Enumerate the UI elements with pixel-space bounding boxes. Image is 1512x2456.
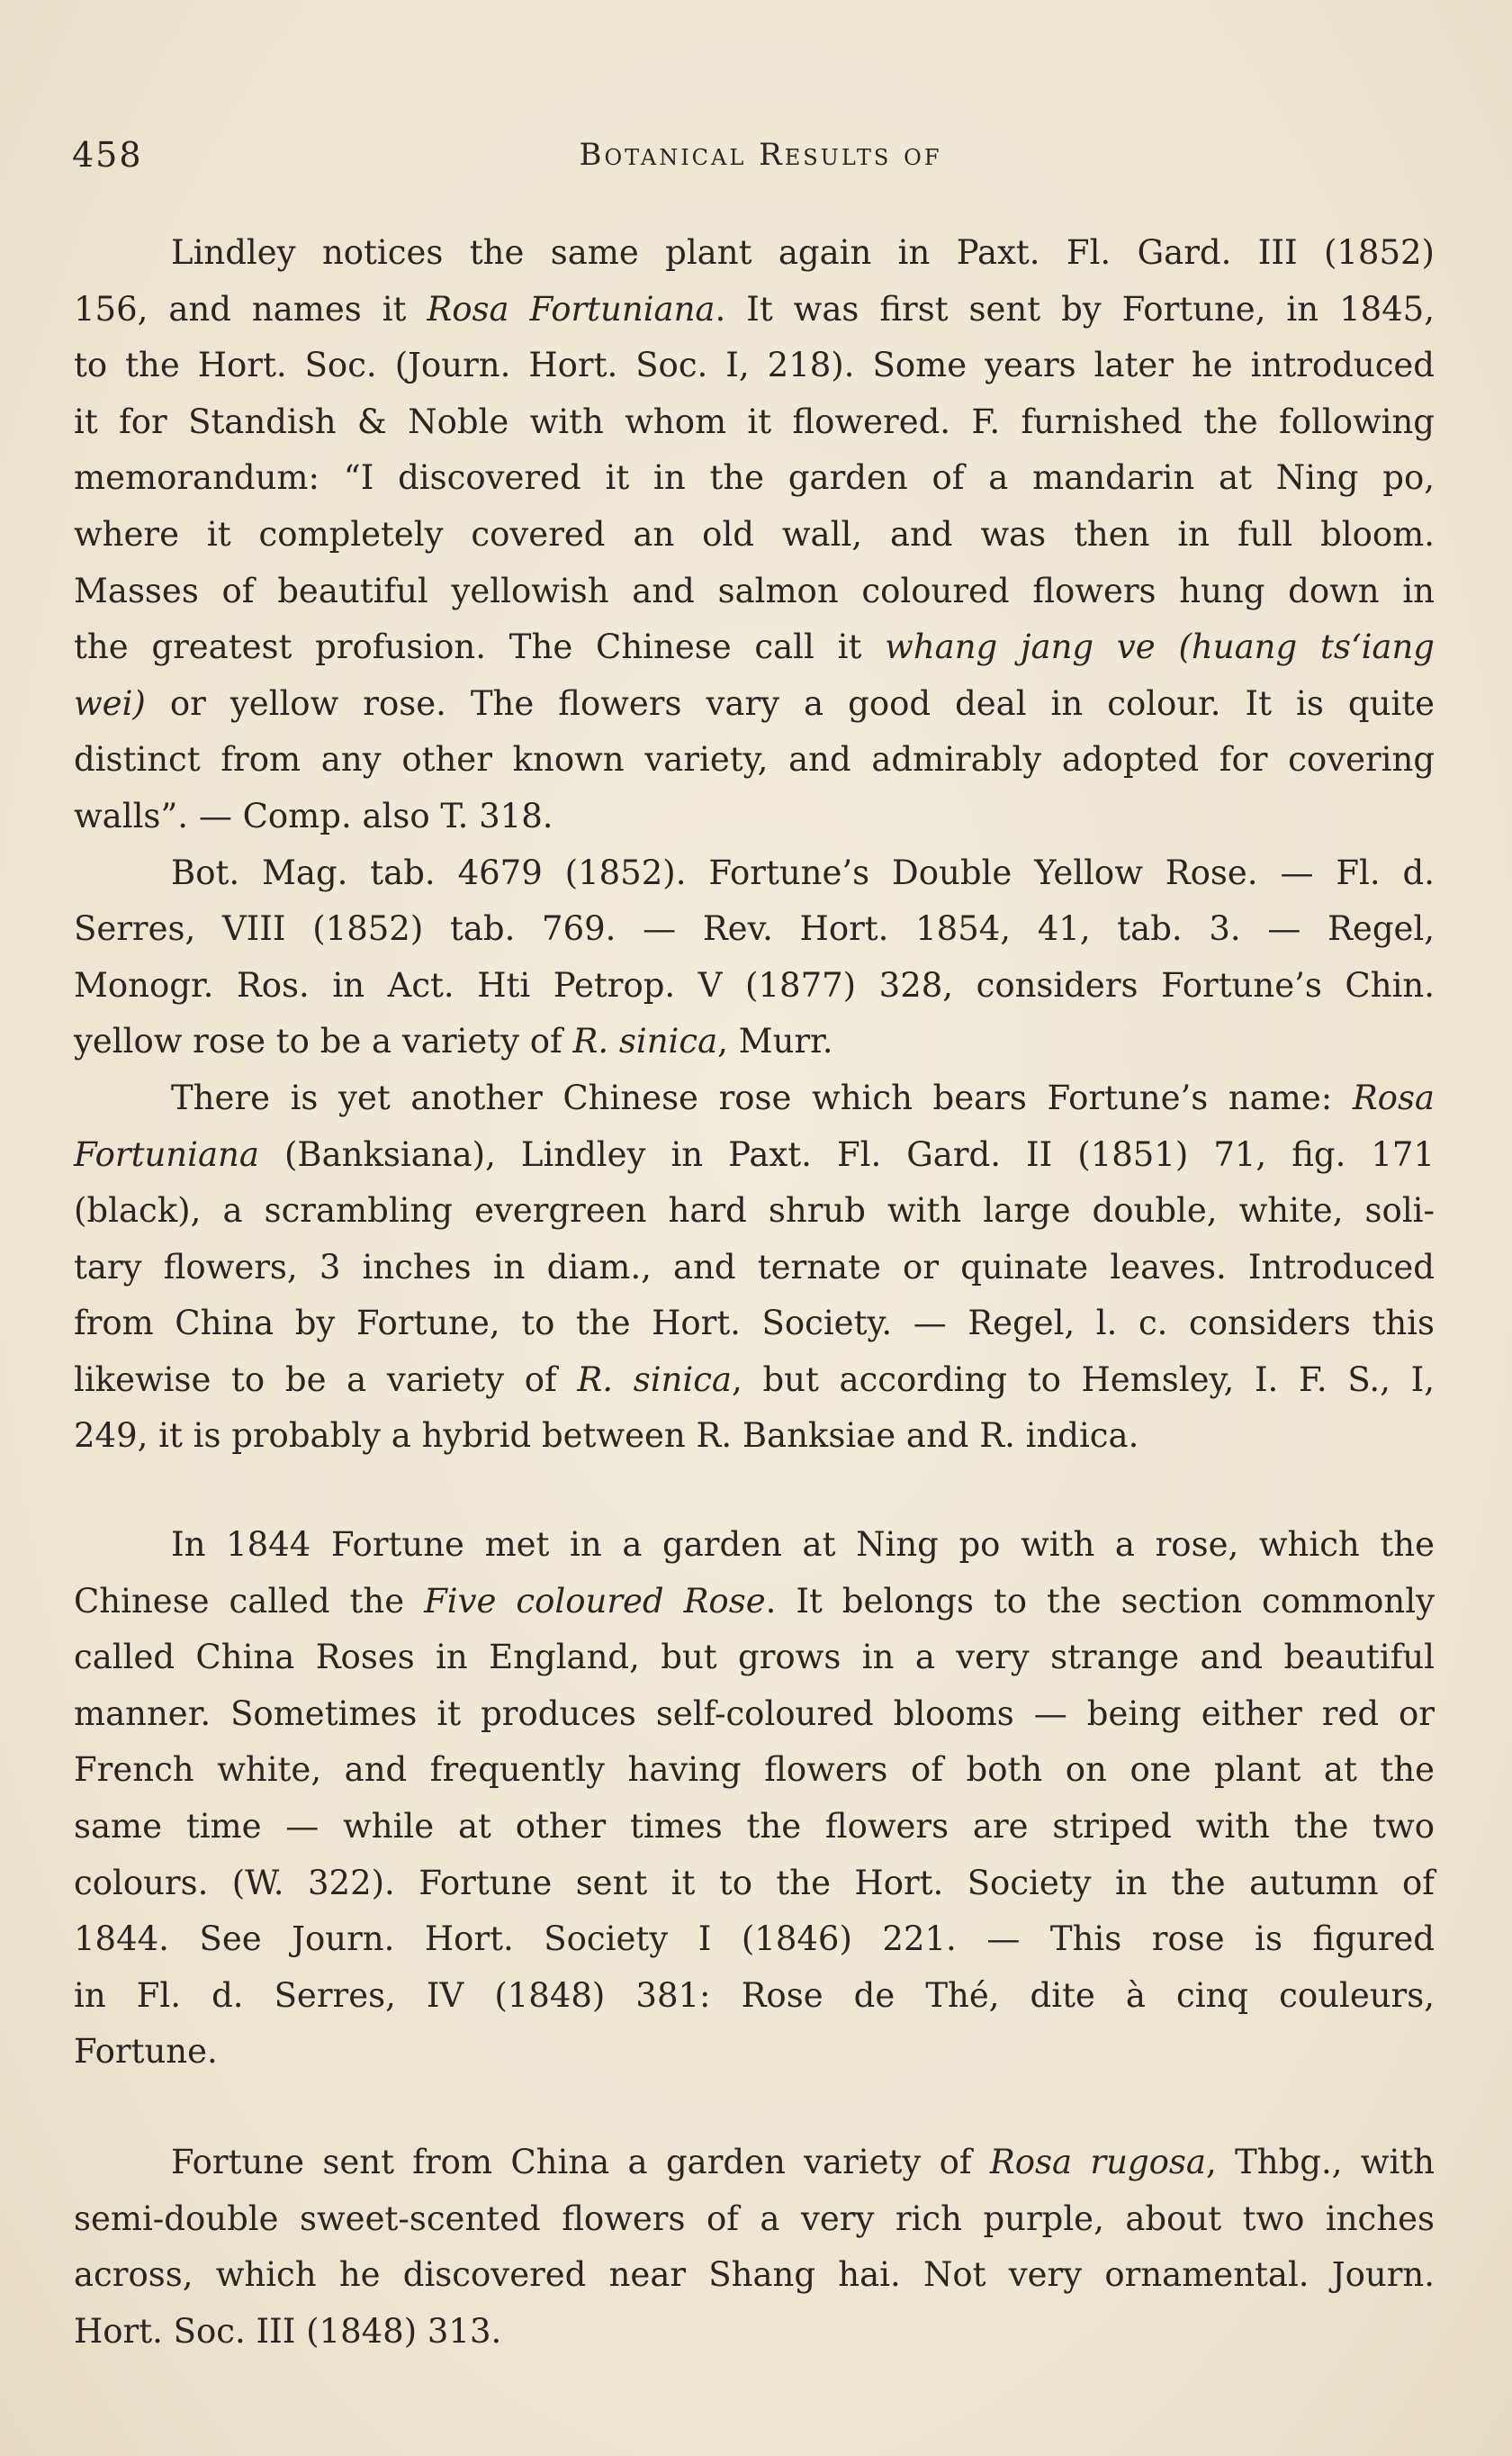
italic-term: R. sinica [577, 1359, 732, 1399]
text-line: In 1844 Fortune met in a garden at Ning po with a rose, which the [171, 1525, 1435, 1565]
body-text [74, 225, 1435, 2360]
text-line: distinct from any other known variety, and admirably adopted for covering [74, 740, 1435, 780]
text-line: Fortuniana (Banksiana), Lindley in Paxt. Fl. Gard. II (1851) 71, fig. 171 [74, 1134, 1435, 1174]
text-line: 156, and names it Rosa Fortuniana. It was first sent by Fortune, in 1845, [74, 289, 1435, 329]
text-line: There is yet another Chinese rose which bears Fortune’s name: Rosa [171, 1078, 1435, 1117]
italic-term: R. sinica [572, 1022, 718, 1061]
text-line: semi-double sweet-scented flowers of a very rich purple, about two inches [74, 2199, 1435, 2238]
text-line: Monogr. Ros. in Act. Hti Petrop. V (1877) 328, considers Fortune’s Chin. [74, 965, 1435, 1005]
paragraph-rosa-rugosa [74, 2135, 1435, 2360]
text-line: where it completely covered an old wall, and was then in full bloom. [74, 514, 1435, 554]
italic-term: Rosa rugosa [989, 2143, 1206, 2181]
text-line: Fortune sent from China a garden variety of Rosa rugosa, Thbg., with [171, 2143, 1436, 2181]
paragraph-bot-mag [74, 845, 1435, 1070]
italic-term: Rosa Fortuniana [427, 289, 716, 329]
text-line: Masses of beautiful yellowish and salmon coloured flowers hung down in [74, 571, 1435, 610]
text-line: Bot. Mag. tab. 4679 (1852). Fortune’s Double Yellow Rose. — Fl. d. [171, 853, 1435, 892]
text-line: Fortune. [74, 2032, 218, 2072]
text-line: 249, it is probably a hybrid between R. Banksiae and R. indica. [74, 1416, 1139, 1456]
paragraph-five-coloured-rose [74, 1517, 1435, 2081]
section-gap [74, 2081, 1435, 2135]
text-line: in Fl. d. Serres, IV (1848) 381: Rose de Thé, dite à cinq couleurs, [74, 1975, 1435, 2015]
text-line: (black), a scrambling evergreen hard shrub with large double, white, soli- [74, 1191, 1435, 1231]
paragraph-banksiana [74, 1070, 1435, 1465]
text-line: colours. (W. 322). Fortune sent it to the Hort. Society in the autumn of [74, 1863, 1435, 1902]
text-line: memorandum: “I discovered it in the garden of a mandarin at Ning po, [74, 458, 1435, 498]
text-line: 1844. See Journ. Hort. Society I (1846) 221. — This rose is figured [74, 1919, 1435, 1959]
text-line: called China Roses in England, but grows in a very strange and beautiful [74, 1638, 1435, 1677]
section-gap [74, 1465, 1435, 1517]
page-number: 458 [72, 135, 143, 175]
italic-term: wei) [74, 683, 146, 723]
text-line: Lindley notices the same plant again in Paxt. Fl. Gard. III (1852) [171, 233, 1435, 272]
italic-term: Fortuniana [74, 1134, 259, 1174]
text-line: from China by Fortune, to the Hort. Society. — Regel, l. c. considers this [74, 1304, 1435, 1343]
italic-term: Five coloured Rose [424, 1581, 766, 1621]
text-line: across, which he discovered near Shang hai. Not very ornamental. Journ. [74, 2255, 1435, 2295]
text-line: the greatest profusion. The Chinese call it whang jang ve (huang tsʻiang [74, 628, 1435, 667]
italic-term: whang jang ve (huang tsʻiang [885, 628, 1435, 667]
running-head: Botanical Results of [579, 137, 942, 173]
text-line: Chinese called the Five coloured Rose. It belongs to the section commonly [74, 1581, 1435, 1621]
text-line: walls”. — Comp. also T. 318. [74, 796, 554, 835]
text-line: same time — while at other times the flowers are striped with the two [74, 1807, 1435, 1847]
text-line: French white, and frequently having flowers of both on one plant at the [74, 1750, 1435, 1790]
text-line: yellow rose to be a variety of R. sinica, Murr. [74, 1022, 833, 1061]
text-line: Serres, VIII (1852) tab. 769. — Rev. Hort. 1854, 41, tab. 3. — Regel, [74, 909, 1435, 949]
text-line: Hort. Soc. III (1848) 313. [74, 2311, 502, 2351]
page-header [72, 135, 1449, 185]
text-line: tary flowers, 3 inches in diam., and ternate or quinate leaves. Introduced [74, 1247, 1435, 1287]
paragraph-rosa-fortuniana [74, 225, 1435, 845]
text-line: to the Hort. Soc. (Journ. Hort. Soc. I, 218). Some years later he introduced [74, 346, 1435, 385]
italic-term: Rosa [1352, 1078, 1435, 1117]
text-line: likewise to be a variety of R. sinica, but according to Hemsley, I. F. S., I, [74, 1359, 1435, 1399]
text-line: wei) or yellow rose. The flowers vary a good deal in colour. It is quite [74, 683, 1435, 723]
text-line: it for Standish & Noble with whom it flowered. F. furnished the following [74, 402, 1435, 441]
text-line: manner. Sometimes it produces self-coloured blooms — being either red or [74, 1693, 1435, 1733]
